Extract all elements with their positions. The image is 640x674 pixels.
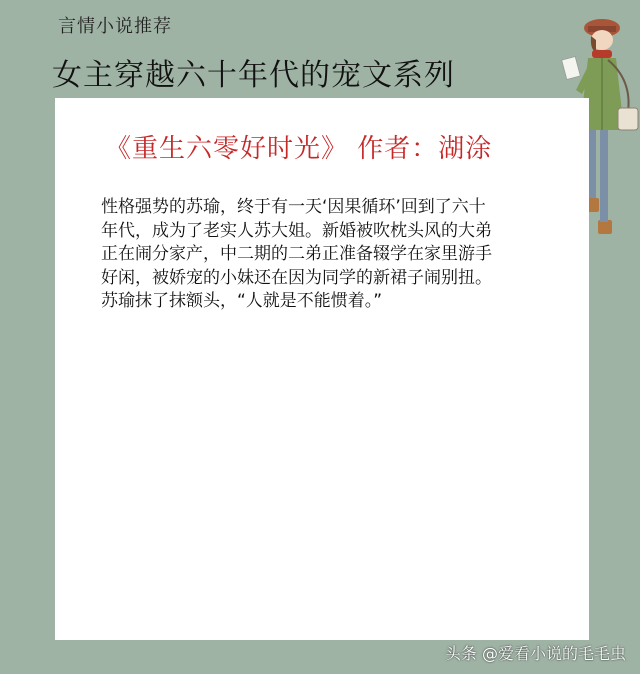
source-watermark: 头条 @爱看小说的毛毛虫 (444, 644, 626, 663)
synopsis-line: 正在闹分家产，中二期的二弟正准备辍学在家里游手 (101, 244, 492, 264)
book-title: 《重生六零好时光》 作者：湖涂 (105, 134, 493, 164)
category-label: 言情小说推荐 (58, 16, 172, 37)
synopsis-line: 苏瑜抹了抹额头，“人就是不能惯着。” (101, 291, 383, 311)
synopsis-line: 好闲，被娇宠的小妹还在因为同学的新裙子闹别扭。 (101, 267, 492, 288)
synopsis-line: 性格强势的苏瑜，终于有一天‘因果循环’回到了六十 (101, 197, 486, 217)
page-title: 女主穿越六十年代的宠文系列 (52, 58, 455, 93)
book-synopsis (101, 196, 541, 314)
book-card (55, 98, 589, 640)
synopsis-line: 年代，成为了老实人苏大姐。新婚被吹枕头风的大弟 (101, 220, 492, 241)
